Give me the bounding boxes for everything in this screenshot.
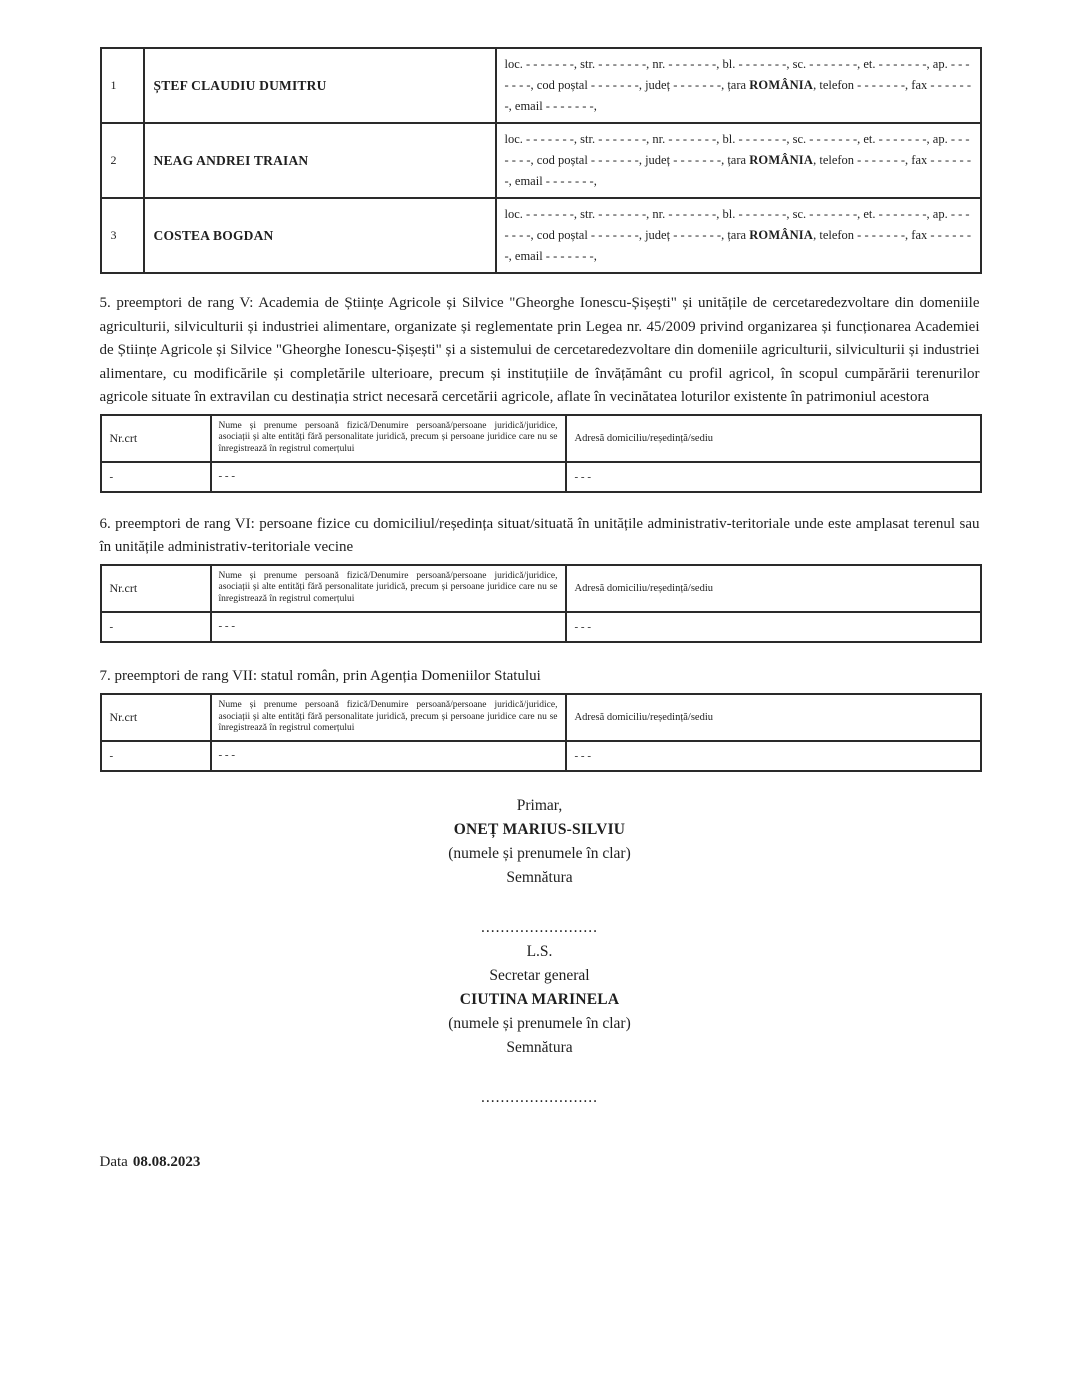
address-text: loc. - - - - - - -, str. - - - - - - -, nr. - - - - - - -, bl. - - - - - - -, sc. - - - - - - -, et. - - - - - - -, ap. - - - - - - -, cod poștal - - - - - - -, județ - - - - - - -, țara [504,57,970,92]
name-note: (numele și prenumele în clar) [448,1015,631,1032]
address-text-tail: , telefon - - - - - - -, fax - - - - - - -, email - - - - - - -, [504,228,971,263]
empty-name: - - - [211,612,566,642]
empty-name: - - - [211,462,566,492]
col-header-name: Nume și prenume persoană fizică/Denumire persoană/persoane juridică/juridice, asociații și alte entități fără personalitate juridică, precum și persoane juridice care nu se înregistrează în registrul comerțului [211,565,566,612]
empty-nr: - [101,741,211,771]
col-header-nrcrt: Nr.crt [101,565,211,612]
table-row [101,48,981,123]
empty-address: - - - [566,741,981,771]
document-content [100,0,980,1171]
table-row [101,123,981,198]
preemptor-address [496,198,981,273]
rank7-table [100,693,982,772]
address-text-tail: , telefon - - - - - - -, fax - - - - - - -, email - - - - - - -, [504,78,971,113]
rank5-table [100,414,982,493]
table-empty-row [101,741,981,771]
empty-nr: - [101,462,211,492]
table-header-row [101,565,981,612]
date-label: Data [99,1154,128,1170]
secretary-name: CIUTINA MARINELA [459,991,620,1008]
col-header-address: Adresă domiciliu/reședință/sediu [566,415,981,462]
col-header-address: Adresă domiciliu/reședință/sediu [566,694,981,741]
signature-label: Semnătura [506,869,573,886]
row-number: 2 [101,123,144,198]
preemptor-name: COSTEA BOGDAN [144,198,496,273]
address-country: ROMÂNIA [749,153,814,167]
primar-title: Primar, [516,797,563,814]
empty-name: - - - [211,741,566,771]
secretary-title: Secretar general [489,967,590,984]
name-note: (numele și prenumele în clar) [448,845,631,862]
row-number: 1 [101,48,144,123]
table-row [101,198,981,273]
signature-dotted-line: ........................ [481,1089,598,1106]
empty-address: - - - [566,612,981,642]
col-header-nrcrt: Nr.crt [101,415,211,462]
empty-nr: - [101,612,211,642]
preemptor-name: NEAG ANDREI TRAIAN [144,123,496,198]
date-line [100,1154,980,1171]
preemptor-list-table [100,47,982,274]
signature-label: Semnătura [506,1039,573,1056]
table-empty-row [101,462,981,492]
table-header-row [101,415,981,462]
address-text-tail: , telefon - - - - - - -, fax - - - - - - -, email - - - - - - -, [504,153,971,188]
row-number: 3 [101,198,144,273]
table-header-row [101,694,981,741]
signature-dotted-line: ........................ [481,919,598,936]
preemptor-address [496,123,981,198]
rank6-table [100,564,982,643]
signature-block [100,794,980,1110]
address-text: loc. - - - - - - -, str. - - - - - - -, nr. - - - - - - -, bl. - - - - - - -, sc. - - - - - - -, et. - - - - - - -, ap. - - - - - - -, cod poștal - - - - - - -, județ - - - - - - -, țara [504,207,970,242]
address-country: ROMÂNIA [749,78,814,92]
col-header-name: Nume și prenume persoană fizică/Denumire persoană/persoane juridică/juridice, asociații și alte entități fără personalitate juridică, precum și persoane juridice care nu se înregistrează în registrul comerțului [211,694,566,741]
empty-address: - - - [566,462,981,492]
address-text: loc. - - - - - - -, str. - - - - - - -, nr. - - - - - - -, bl. - - - - - - -, sc. - - - - - - -, et. - - - - - - -, ap. - - - - - - -, cod poștal - - - - - - -, județ - - - - - - -, țara [504,132,970,167]
preemptor-name: ȘTEF CLAUDIU DUMITRU [144,48,496,123]
address-country: ROMÂNIA [749,228,814,242]
col-header-nrcrt: Nr.crt [101,694,211,741]
date-value: 08.08.2023 [132,1154,201,1170]
ls-label: L.S. [526,943,553,960]
col-header-name: Nume și prenume persoană fizică/Denumire persoană/persoane juridică/juridice, asociații și alte entități fără personalitate juridică, precum și persoane juridice care nu se înregistrează în registrul comerțului [211,415,566,462]
section-rank6-paragraph: 6. preemptori de rang VI: persoane fizice cu domiciliul/reședința situat/situată în unitățile administrativ-teritoriale unde este amplasat terenul sau în unitățile administrativ-teritoriale vecine [99,515,980,555]
table-empty-row [101,612,981,642]
col-header-address: Adresă domiciliu/reședință/sediu [566,565,981,612]
preemptor-address [496,48,981,123]
section-rank7-paragraph: 7. preemptori de rang VII: statul român, prin Agenția Domeniilor Statului [99,667,541,684]
section-rank5-paragraph: 5. preemptori de rang V: Academia de Științe Agricole și Silvice "Gheorghe Ionescu-Șișești" și unitățile de cercetaredezvoltare din domeniile agriculturii, silviculturii și industriei alimentare, organizate și reglementate prin Legea nr. 45/2009 privind organizarea și funcționarea Academiei de Științe Agricole și Silvice "Gheorghe Ionescu-Șișești" și a sistemului de cercetaredezvoltare din domeniile agriculturii, silviculturii și industriei alimentare, cu modificările și completările ulterioare, precum și instituțiile de învățământ cu profil agricol, în scopul cumpărării terenurilor agricole situate în extravilan cu destinația strict necesară cercetării agricole, aflate în vecinătatea loturilor existente în patrimoniul acestora [99,295,980,405]
primar-name: ONEȚ MARIUS-SILVIU [453,821,626,838]
